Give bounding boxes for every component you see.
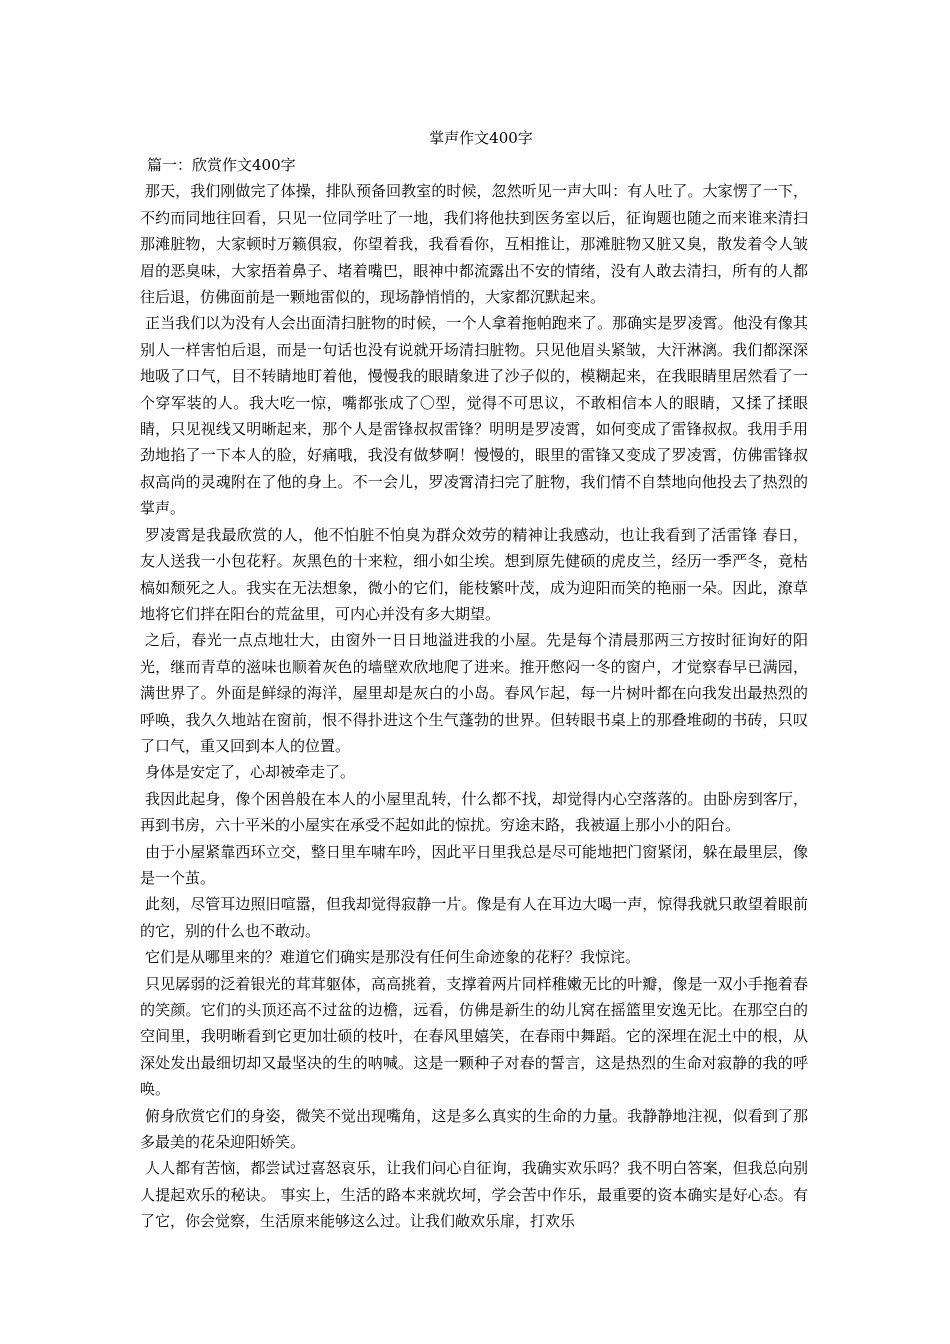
paragraph: 只见孱弱的泛着银光的茸茸躯体，高高挑着，支撑着两片同样稚嫩无比的叶瓣，像是一双小手拖着春的笑颜。它们的头顶还高不过盆的边檐，远看，仿佛是新生的幼儿窝在摇篮里安逸无比。在那空白的空间里，我明晰看到它更加壮硕的枝叶，在春风里嬉笑，在春雨中舞蹈。它的深埋在泥土中的根，从深处发出最细切却又最坚决的生的呐喊。这是一颗种子对春的誓言，这是热烈的生命对寂静的我的呼唤。 [140, 974, 808, 1099]
paragraph: 罗凌霄是我最欣赏的人，他不怕脏不怕臭为群众效劳的精神让我感动，也让我看到了活雷锋 春日，友人送我一小包花籽。灰黑色的十来粒，细小如尘埃。想到原先健硕的虎皮兰，经历一季严冬，竟枯槁如颓死之人。我实在无法想象，微小的它们，能枝繁叶茂，成为迎阳而笑的艳丽一朵。因此，潦草地将它们拌在阳台的荒盆里，可内心并没有多大期望。 [140, 525, 808, 623]
page-title: 掌声作文400字 [429, 129, 533, 147]
paragraph: 正当我们以为没有人会出面清扫脏物的时候，一个人拿着拖帕跑来了。那确实是罗凌霄。他没有像其别人一样害怕后退，而是一句话也没有说就开场清扫脏物。只见他眉头紧皱，大汗淋漓。我们都深深地吸了口气，目不转睛地盯着他，慢慢我的眼睛象进了沙子似的，模糊起来，在我眼睛里居然看了一个穿军装的人。我大吃一惊，嘴都张成了〇型，觉得不可思议，不敢相信本人的眼睛，又揉了揉眼睛，只见视线又明晰起来，那个人是雷锋叔叔雷锋？明明是罗凌霄，如何变成了雷锋叔叔。我用手用劲地掐了一下本人的脸，好痛哦，我没有做梦啊！慢慢的，眼里的雷锋又变成了罗凌霄，仿佛雷锋叔叔高尚的灵魂附在了他的身上。不一会儿，罗凌霄清扫完了脏物，我们情不自禁地向他投去了热烈的掌声。 [140, 314, 808, 518]
paragraph: 那天，我们刚做完了体操，排队预备回教室的时候，忽然听见一声大叫：有人吐了。大家愣了一下，不约而同地往回看，只见一位同学吐了一地，我们将他扶到医务室以后，征询题也随之而来谁来清扫那滩脏物，大家顿时万籁俱寂，你望着我，我看看你，互相推让，那滩脏物又脏又臭，散发着令人皱眉的恶臭味，大家捂着鼻子、堵着嘴巴，眼神中都流露出不安的情绪，没有人敢去清扫，所有的人都往后退，仿佛面前是一颗地雷似的，现场静悄悄的，大家都沉默起来。 [140, 182, 808, 307]
section-heading: 篇一：欣赏作文400字 [147, 156, 296, 174]
paragraph: 俯身欣赏它们的身姿，微笑不觉出现嘴角，这是多么真实的生命的力量。我静静地注视，似看到了那多最美的花朵迎阳娇笑。 [140, 1106, 808, 1152]
document-body [140, 125, 808, 1235]
paragraph: 此刻，尽管耳边照旧喧嚣，但我却觉得寂静一片。像是有人在耳边大喝一声，惊得我就只敢望着眼前的它，别的什么也不敢动。 [140, 895, 808, 940]
paragraph: 它们是从哪里来的？难道它们确实是那没有任何生命迹象的花籽？我惊诧。 [145, 948, 641, 967]
paragraph: 人人都有苦恼，都尝试过喜怒哀乐，让我们问心自征询，我确实欢乐吗？我不明白答案，但我总向别人提起欢乐的秘诀。 事实上，生活的路本来就坎坷，学会苦中作乐，最重要的资本确实是好心态。有了它，你会觉察，生活原来能够这么过。让我们敞欢乐扉，打欢乐 [140, 1159, 808, 1231]
paragraph: 由于小屋紧靠西环立交，整日里车啸车吟，因此平日里我总是尽可能地把门窗紧闭，躲在最里层，像是一个茧。 [140, 842, 808, 887]
paragraph: 身体是安定了，心却被牵走了。 [145, 763, 356, 782]
paragraph: 我因此起身，像个困兽般在本人的小屋里乱转，什么都不找，却觉得内心空落落的。由卧房到客厅，再到书房，六十平米的小屋实在承受不起如此的惊扰。穷途末路，我被逼上那小小的阳台。 [140, 789, 808, 835]
paragraph: 之后，春光一点点地壮大，由窗外一日日地溢进我的小屋。先是每个清晨那两三方按时征询好的阳光，继而青草的滋味也顺着灰色的墙壁欢欣地爬了进来。推开憋闷一冬的窗户，才觉察春早已满园，满世界了。外面是鲜绿的海洋，屋里却是灰白的小岛。春风乍起，每一片树叶都在向我发出最热烈的呼唤，我久久地站在窗前，恨不得扑进这个生气蓬勃的世界。但转眼书桌上的那叠堆砌的书砖，只叹了口气，重又回到本人的位置。 [140, 631, 808, 755]
